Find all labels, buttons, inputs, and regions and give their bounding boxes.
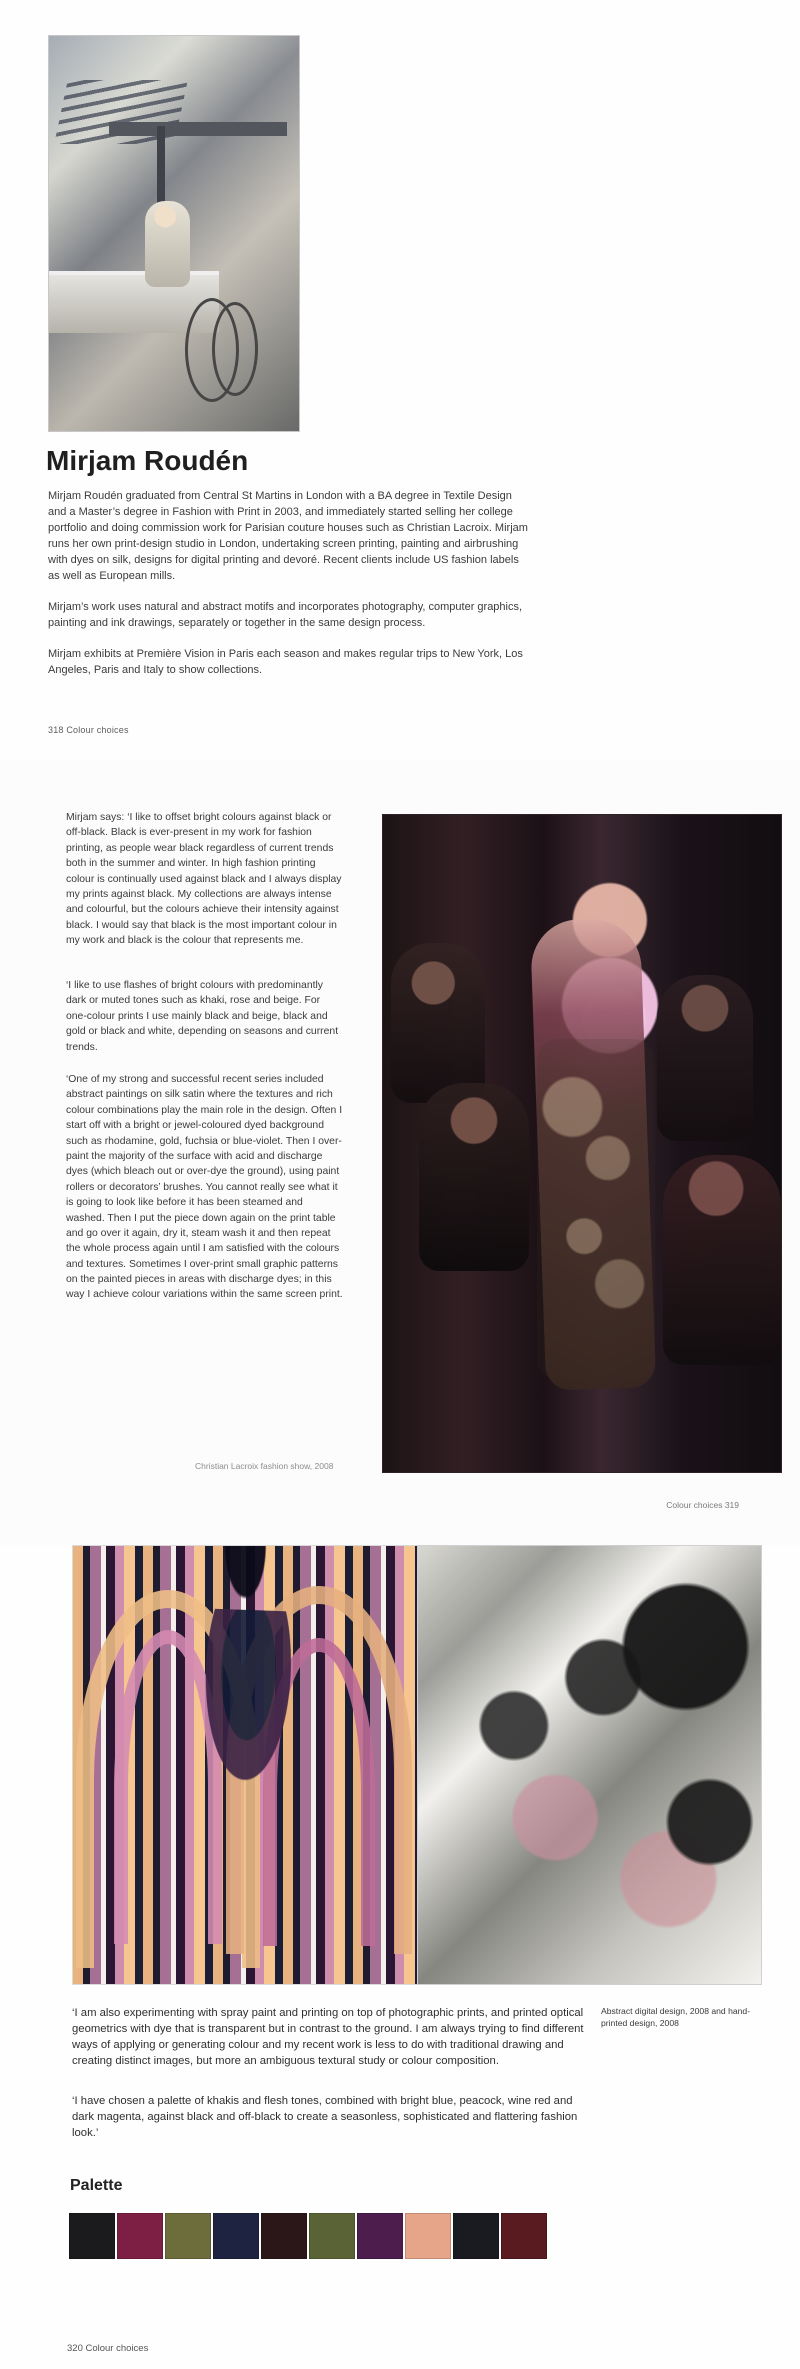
runway-photo bbox=[382, 814, 782, 1473]
palette-swatch-2 bbox=[117, 2213, 163, 2259]
abstract-digital-design bbox=[72, 1545, 419, 1985]
quote-paragraph-3: ‘One of my strong and successful recent series included abstract paintings on silk satin where the textures and rich colour combinations play the main role in the design. Often I start off with a bright or jewel-coloured dyed background such as rhodamine, gold, fuchsia or blue-violet. Then I over-paint the majority of the surface with acid and discharge dyes (which bleach out or over-dye the ground), using paint rollers or decorators’ brushes. You cannot really see what it is going to look like before it has been steamed and washed. Then I put the piece down again on the print table and go over it again, dry it, steam wash it and then repeat the whole process again until I am satisfied with the colours and textures. Sometimes I over-print small graphic patterns on the painted pieces in areas with discharge dyes; in this way I achieve colour variations within the same screen print. bbox=[66, 1074, 343, 1301]
page-320-paragraph-2: ‘I have chosen a palette of khakis and flesh tones, combined with bright blue, peacock, wine red and dark magenta, against black and off-black to create a seasonless, sophisticated and flattering fashion look.’ bbox=[72, 2095, 578, 2140]
palette-swatch-10 bbox=[501, 2213, 547, 2259]
palette-heading: Palette bbox=[70, 2177, 123, 2194]
palette-swatch-6 bbox=[309, 2213, 355, 2259]
page-318 bbox=[0, 0, 800, 760]
page-folio-320: 320 Colour choices bbox=[67, 2343, 149, 2354]
quote-paragraph-2: ‘I like to use flashes of bright colours with predominantly dark or muted tones such as khaki, rose and beige. For one-colour prints I use mainly black and beige, black and gold or black and white, depending on seasons and current trends. bbox=[66, 980, 339, 1053]
palette-swatch-9 bbox=[453, 2213, 499, 2259]
page-320-paragraph-1: ‘I am also experimenting with spray paint and printing on top of photographic prints, and printed optical geometrics with dye that is transparent but in contrast to the ground. I am always trying to find different ways of applying or generating colour and my recent work is less to do with traditional drawing and creating distinct images, but more an ambiguous textural study or colour composition. bbox=[72, 2007, 584, 2068]
palette-swatch-5 bbox=[261, 2213, 307, 2259]
palette-swatch-7 bbox=[357, 2213, 403, 2259]
page-folio-319: Colour choices 319 bbox=[666, 1500, 739, 1510]
person-shape bbox=[145, 201, 190, 287]
bio-paragraph-1: Mirjam Roudén graduated from Central St Martins in London with a BA degree in Textile Design and a Master’s degree in Fashion with Print in 2003, and immediately started selling her college portfolio and doing commission work for Parisian couture houses such as Christian Lacroix. Mirjam runs her own print-design studio in London, undertaking screen printing, painting and airbrushing with dyes on silk, designs for digital printing and devoré. Recent clients include US fashion labels as well as European mills. bbox=[48, 490, 528, 582]
dark-vortex-shape bbox=[190, 1608, 305, 1812]
audience-silhouette-3 bbox=[657, 975, 753, 1141]
page-320 bbox=[0, 1545, 800, 2369]
studio-photo bbox=[48, 35, 300, 432]
audience-silhouette-2 bbox=[419, 1083, 529, 1271]
quote-paragraph-1: Mirjam says: ‘I like to offset bright colours against black or off-black. Black is ever-present in my work for fashion printing, as people wear black regardless of current trends both in the summer and winter. In high fashion printing colour is continually used against black and I always display my prints against black. My collections are always intense and colourful, but the colours achieve their intensity against black. I would say that black is the most important colour in my work and black is the colour that represents me. bbox=[66, 812, 342, 947]
page-folio-318: 318 Colour choices bbox=[48, 725, 129, 735]
ceiling-beam-shape bbox=[109, 122, 287, 136]
runway-photo-caption: Christian Lacroix fashion show, 2008 bbox=[195, 1461, 334, 1471]
bio-paragraph-2: Mirjam’s work uses natural and abstract motifs and incorporates photography, computer graphics, painting and ink drawings, separately or together in the same design process. bbox=[48, 601, 523, 629]
palette-swatch-3 bbox=[165, 2213, 211, 2259]
palette-swatch-4 bbox=[213, 2213, 259, 2259]
palette-swatches bbox=[69, 2213, 547, 2259]
bicycle-wheel-shape-2 bbox=[212, 302, 258, 396]
audience-silhouette-1 bbox=[391, 943, 485, 1103]
bio-paragraph-3: Mirjam exhibits at Première Vision in Paris each season and makes regular trips to New York, Los Angeles, Paris and Italy to show collections. bbox=[48, 648, 523, 676]
audience-silhouette-4 bbox=[663, 1155, 781, 1365]
hand-printed-design bbox=[417, 1545, 762, 1985]
dress-pattern-shape bbox=[537, 1039, 655, 1379]
palette-swatch-1 bbox=[69, 2213, 115, 2259]
page-319 bbox=[0, 760, 800, 1545]
palette-swatch-8 bbox=[405, 2213, 451, 2259]
artwork-caption: Abstract digital design, 2008 and hand-printed design, 2008 bbox=[601, 2006, 751, 2028]
designer-name: Mirjam Roudén bbox=[46, 445, 249, 476]
